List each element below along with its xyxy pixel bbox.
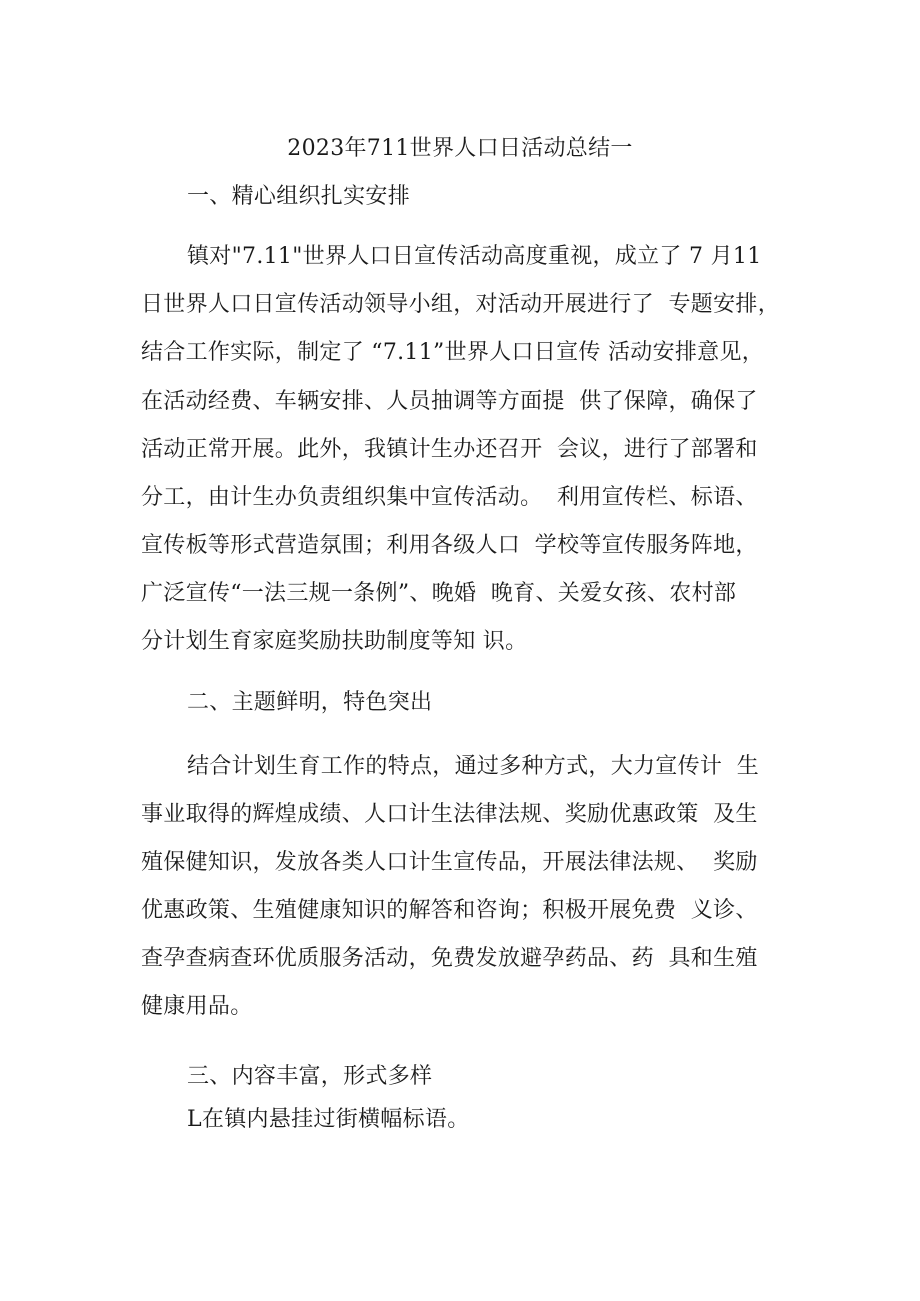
section-1-heading: 一、精心组织扎实安排 <box>187 184 411 209</box>
section-1-line: 日世界人口日宣传活动领导小组，对活动开展进行了 专题安排， <box>141 292 780 317</box>
section-1-line: 广泛宣传“一法三规一条例”、晚婚 晚育、关爱女孩、农村部 <box>141 581 737 606</box>
section-1-line: 活动正常开展。此外，我镇计生办还召开 会议，进行了部署和 <box>141 437 758 462</box>
section-2-heading: 二、主题鲜明，特色突出 <box>187 690 433 715</box>
section-1-line: 结合工作实际，制定了 “7.11”世界人口日宣传 活动安排意见， <box>141 340 765 365</box>
section-1-line: 在活动经费、车辆安排、人员抽调等方面提 供了保障，确保了 <box>141 389 758 414</box>
document-title: 2023年711世界人口日活动总结一 <box>287 136 633 161</box>
section-2-line: 事业取得的辉煌成绩、人口计生法律法规、奖励优惠政策 及生 <box>141 802 758 827</box>
section-1-line: 分工，由计生办负责组织集中宣传活动。 利用宣传栏、标语、 <box>141 485 758 510</box>
section-1-line: 分计划生育家庭奖励扶助制度等知 识。 <box>141 629 528 654</box>
section-2-line: 殖保健知识，发放各类人口计生宣传品，开展法律法规、 奖励 <box>141 850 758 875</box>
section-1-line: 宣传板等形式营造氛围；利用各级人口 学校等宣传服务阵地， <box>141 533 758 558</box>
section-2-line: 结合计划生育工作的特点，通过多种方式，大力宣传计 生 <box>187 754 760 779</box>
section-2-line: 查孕查病查环优质服务活动，免费发放避孕药品、药 具和生殖 <box>141 946 758 971</box>
section-1-line: 镇对"7.11"世界人口日宣传活动高度重视，成立了 7 月11 <box>187 244 762 269</box>
section-3-heading: 三、内容丰富，形式多样 <box>187 1064 433 1089</box>
section-2-line: 优惠政策、生殖健康知识的解答和咨询；积极开展免费 义诊、 <box>141 898 758 923</box>
section-3-line: L在镇内悬挂过街横幅标语。 <box>187 1107 470 1132</box>
section-2-line: 健康用品。 <box>141 994 253 1019</box>
